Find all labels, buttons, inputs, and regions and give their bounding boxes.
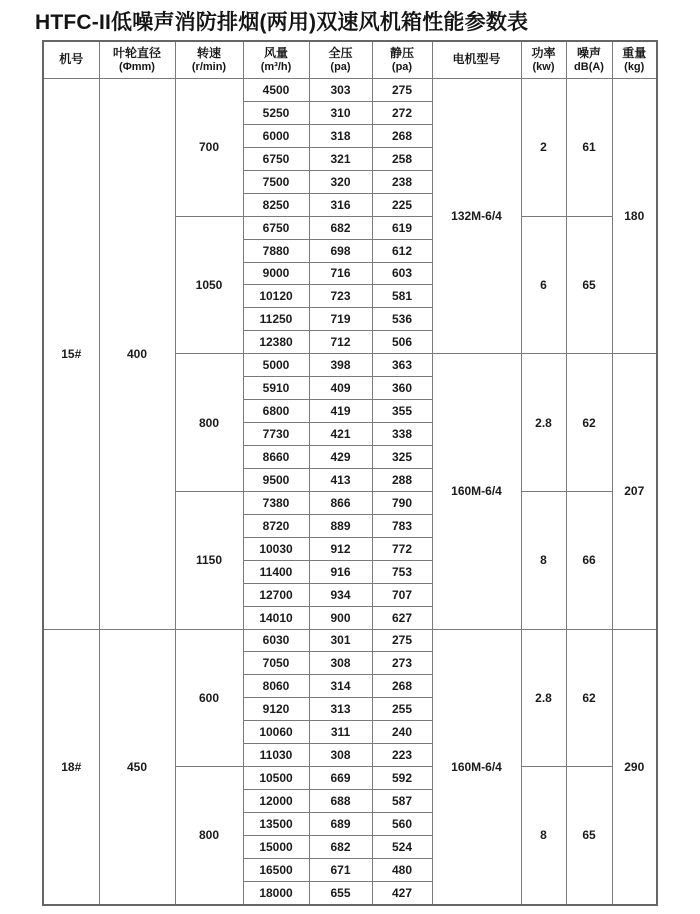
total-pressure-cell: 314 [309, 675, 372, 698]
total-pressure-cell: 723 [309, 285, 372, 308]
static-pressure-cell: 325 [372, 446, 432, 469]
noise-cell: 61 [566, 79, 612, 217]
static-pressure-cell: 273 [372, 652, 432, 675]
motor-model-cell: 132M-6/4 [432, 79, 521, 354]
power-cell: 2.8 [521, 354, 566, 492]
static-pressure-cell: 480 [372, 858, 432, 881]
airflow-cell: 6800 [243, 400, 309, 423]
total-pressure-cell: 311 [309, 721, 372, 744]
col-header-label: 重量 [622, 45, 647, 60]
power-cell: 2 [521, 79, 566, 217]
col-header-power [521, 41, 566, 79]
noise-cell: 65 [566, 216, 612, 354]
static-pressure-cell: 272 [372, 101, 432, 124]
airflow-cell: 15000 [243, 835, 309, 858]
col-header-unit: (kg) [624, 60, 645, 73]
static-pressure-cell: 268 [372, 675, 432, 698]
motor-model-cell: 160M-6/4 [432, 354, 521, 629]
static-pressure-cell: 707 [372, 583, 432, 606]
airflow-cell: 8720 [243, 514, 309, 537]
airflow-cell: 5910 [243, 377, 309, 400]
total-pressure-cell: 719 [309, 308, 372, 331]
col-header-unit: (Φmm) [119, 60, 155, 73]
static-pressure-cell: 772 [372, 537, 432, 560]
col-header-static-pressure [372, 41, 432, 79]
total-pressure-cell: 716 [309, 262, 372, 285]
col-header-impeller-diameter [99, 41, 175, 79]
power-cell: 6 [521, 216, 566, 354]
col-header-unit: (pa) [391, 60, 413, 73]
total-pressure-cell: 303 [309, 79, 372, 102]
total-pressure-cell: 419 [309, 400, 372, 423]
power-cell: 8 [521, 767, 566, 905]
fan-model-cell: 15# [43, 79, 99, 630]
airflow-cell: 10120 [243, 285, 309, 308]
noise-cell: 62 [566, 354, 612, 492]
col-header-unit: (pa) [330, 60, 351, 73]
static-pressure-cell: 258 [372, 147, 432, 170]
airflow-cell: 10030 [243, 537, 309, 560]
static-pressure-cell: 225 [372, 193, 432, 216]
airflow-cell: 11030 [243, 744, 309, 767]
static-pressure-cell: 790 [372, 491, 432, 514]
col-header-noise [566, 41, 612, 79]
page-title: HTFC-II低噪声消防排烟(两用)双速风机箱性能参数表 [35, 11, 529, 34]
airflow-cell: 10500 [243, 767, 309, 790]
fan-model-cell: 18# [43, 629, 99, 905]
static-pressure-cell: 355 [372, 400, 432, 423]
col-header-airflow [243, 41, 309, 79]
col-header-unit: (kw) [532, 60, 555, 73]
speed-cell: 800 [175, 354, 243, 492]
static-pressure-cell: 240 [372, 721, 432, 744]
col-header-label: 叶轮直径 [112, 45, 161, 60]
static-pressure-cell: 536 [372, 308, 432, 331]
static-pressure-cell: 524 [372, 835, 432, 858]
airflow-cell: 8060 [243, 675, 309, 698]
speed-cell: 800 [175, 767, 243, 905]
total-pressure-cell: 682 [309, 835, 372, 858]
total-pressure-cell: 912 [309, 537, 372, 560]
total-pressure-cell: 429 [309, 446, 372, 469]
total-pressure-cell: 698 [309, 239, 372, 262]
total-pressure-cell: 688 [309, 790, 372, 813]
airflow-cell: 11400 [243, 560, 309, 583]
static-pressure-cell: 587 [372, 790, 432, 813]
airflow-cell: 9000 [243, 262, 309, 285]
airflow-cell: 14010 [243, 606, 309, 629]
total-pressure-cell: 712 [309, 331, 372, 354]
airflow-cell: 10060 [243, 721, 309, 744]
col-header-unit: (r/min) [191, 60, 227, 73]
airflow-cell: 12000 [243, 790, 309, 813]
static-pressure-cell: 360 [372, 377, 432, 400]
total-pressure-cell: 934 [309, 583, 372, 606]
performance-table [42, 40, 658, 906]
total-pressure-cell: 316 [309, 193, 372, 216]
col-header-motor-model [432, 41, 521, 79]
airflow-cell: 7880 [243, 239, 309, 262]
col-header-fan-model [43, 41, 99, 79]
col-header-label: 风量 [263, 45, 288, 60]
airflow-cell: 11250 [243, 308, 309, 331]
col-header-weight [612, 41, 657, 79]
col-header-unit: (m³/h) [260, 60, 292, 73]
total-pressure-cell: 655 [309, 881, 372, 904]
airflow-cell: 9500 [243, 468, 309, 491]
airflow-cell: 13500 [243, 813, 309, 836]
total-pressure-cell: 669 [309, 767, 372, 790]
total-pressure-cell: 916 [309, 560, 372, 583]
weight-cell: 207 [612, 354, 657, 629]
weight-cell: 290 [612, 629, 657, 905]
total-pressure-cell: 671 [309, 858, 372, 881]
airflow-cell: 7050 [243, 652, 309, 675]
noise-cell: 62 [566, 629, 612, 767]
airflow-cell: 6000 [243, 124, 309, 147]
col-header-speed [175, 41, 243, 79]
total-pressure-cell: 318 [309, 124, 372, 147]
airflow-cell: 7380 [243, 491, 309, 514]
static-pressure-cell: 427 [372, 881, 432, 904]
airflow-cell: 12700 [243, 583, 309, 606]
airflow-cell: 8250 [243, 193, 309, 216]
total-pressure-cell: 421 [309, 423, 372, 446]
airflow-cell: 12380 [243, 331, 309, 354]
static-pressure-cell: 338 [372, 423, 432, 446]
static-pressure-cell: 275 [372, 629, 432, 652]
impeller-diameter-cell: 400 [99, 79, 175, 630]
col-header-unit: dB(A) [574, 60, 604, 73]
static-pressure-cell: 783 [372, 514, 432, 537]
noise-cell: 66 [566, 491, 612, 629]
airflow-cell: 16500 [243, 858, 309, 881]
power-cell: 8 [521, 491, 566, 629]
col-header-label: 噪声 [576, 45, 601, 60]
total-pressure-cell: 308 [309, 744, 372, 767]
total-pressure-cell: 321 [309, 147, 372, 170]
total-pressure-cell: 889 [309, 514, 372, 537]
impeller-diameter-cell: 450 [99, 629, 175, 905]
airflow-cell: 6750 [243, 216, 309, 239]
total-pressure-cell: 409 [309, 377, 372, 400]
total-pressure-cell: 900 [309, 606, 372, 629]
static-pressure-cell: 612 [372, 239, 432, 262]
col-header-label: 静压 [389, 45, 414, 60]
table-body [43, 79, 657, 905]
static-pressure-cell: 627 [372, 606, 432, 629]
airflow-cell: 7500 [243, 170, 309, 193]
total-pressure-cell: 320 [309, 170, 372, 193]
airflow-cell: 6030 [243, 629, 309, 652]
static-pressure-cell: 238 [372, 170, 432, 193]
table-header [43, 41, 657, 79]
static-pressure-cell: 275 [372, 79, 432, 102]
data-row [43, 629, 657, 652]
col-header-label: 功率 [531, 45, 556, 60]
airflow-cell: 5250 [243, 101, 309, 124]
weight-cell: 180 [612, 79, 657, 354]
speed-cell: 1050 [175, 216, 243, 354]
static-pressure-cell: 255 [372, 698, 432, 721]
static-pressure-cell: 753 [372, 560, 432, 583]
total-pressure-cell: 310 [309, 101, 372, 124]
airflow-cell: 4500 [243, 79, 309, 102]
airflow-cell: 8660 [243, 446, 309, 469]
motor-model-cell: 160M-6/4 [432, 629, 521, 905]
total-pressure-cell: 689 [309, 813, 372, 836]
static-pressure-cell: 592 [372, 767, 432, 790]
total-pressure-cell: 398 [309, 354, 372, 377]
total-pressure-cell: 682 [309, 216, 372, 239]
data-row [43, 79, 657, 102]
static-pressure-cell: 581 [372, 285, 432, 308]
static-pressure-cell: 223 [372, 744, 432, 767]
total-pressure-cell: 301 [309, 629, 372, 652]
total-pressure-cell: 413 [309, 468, 372, 491]
static-pressure-cell: 603 [372, 262, 432, 285]
speed-cell: 1150 [175, 491, 243, 629]
noise-cell: 65 [566, 767, 612, 905]
col-header-label: 电机型号 [452, 52, 501, 67]
col-header-label: 机号 [59, 52, 84, 67]
airflow-cell: 7730 [243, 423, 309, 446]
static-pressure-cell: 560 [372, 813, 432, 836]
airflow-cell: 5000 [243, 354, 309, 377]
total-pressure-cell: 866 [309, 491, 372, 514]
col-header-label: 全压 [328, 45, 353, 60]
airflow-cell: 18000 [243, 881, 309, 904]
speed-cell: 700 [175, 79, 243, 217]
static-pressure-cell: 288 [372, 468, 432, 491]
col-header-total-pressure [309, 41, 372, 79]
static-pressure-cell: 506 [372, 331, 432, 354]
total-pressure-cell: 313 [309, 698, 372, 721]
airflow-cell: 9120 [243, 698, 309, 721]
speed-cell: 600 [175, 629, 243, 767]
static-pressure-cell: 619 [372, 216, 432, 239]
static-pressure-cell: 363 [372, 354, 432, 377]
col-header-label: 转速 [196, 45, 221, 60]
total-pressure-cell: 308 [309, 652, 372, 675]
header-row [43, 41, 657, 79]
static-pressure-cell: 268 [372, 124, 432, 147]
power-cell: 2.8 [521, 629, 566, 767]
airflow-cell: 6750 [243, 147, 309, 170]
